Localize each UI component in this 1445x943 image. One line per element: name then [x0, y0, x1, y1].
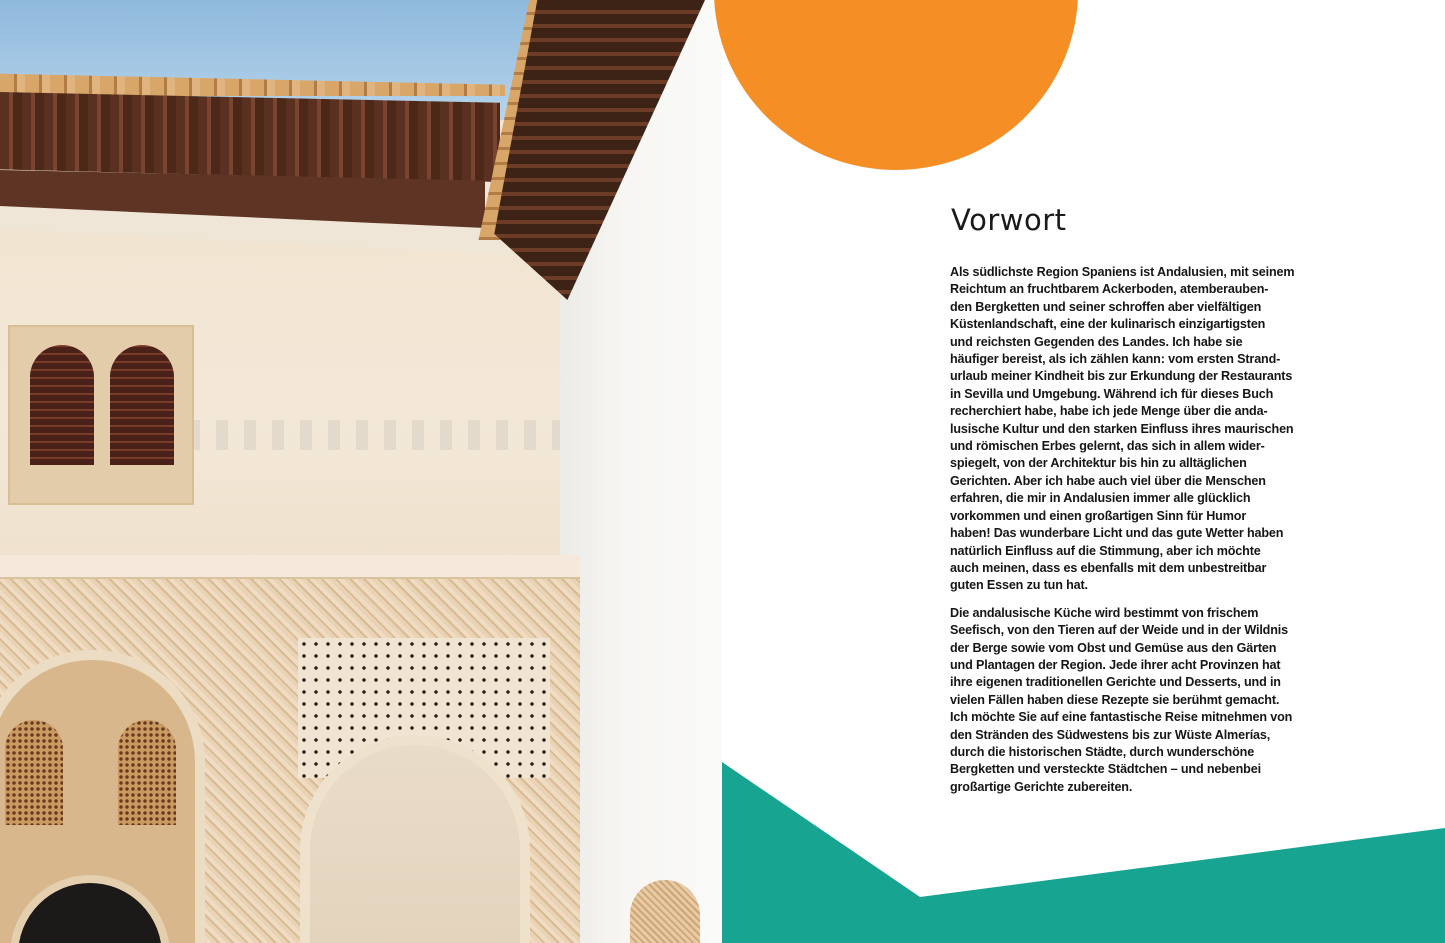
foreword-body	[950, 264, 1312, 806]
paragraph-2	[950, 605, 1312, 796]
page-heading: Vorwort	[951, 203, 1067, 237]
arched-window	[110, 345, 174, 465]
latticed-window	[5, 720, 63, 825]
latticed-window	[118, 720, 176, 825]
text-line: Ich möchte Sie auf eine fantastische Reise mitnehmen von	[950, 710, 1293, 725]
text-line: häufiger bereist, als ich zählen kann: vom ersten Strand-	[950, 352, 1281, 367]
foreword-page	[722, 0, 1445, 943]
text-line: den Stränden des Südwestens bis zur Wüste Almerías,	[950, 727, 1271, 742]
paragraph-1	[950, 264, 1312, 595]
text-line: der Berge sowie vom Obst und Gemüse aus den Gärten	[950, 640, 1277, 655]
text-line: natürlich Einfluss auf die Stimmung, aber ich möchte	[950, 543, 1261, 558]
wooden-eave-left	[0, 92, 500, 182]
arch-fragment	[630, 880, 700, 943]
text-line: und römischen Erbes gelernt, das sich in allem wider-	[950, 439, 1265, 454]
text-line: urlaub meiner Kindheit bis zur Erkundung der Restaurants	[950, 369, 1293, 384]
text-line: vielen Fällen haben diese Rezepte sie berühmt gemacht.	[950, 692, 1280, 707]
text-line: großartige Gerichte zubereiten.	[950, 779, 1133, 794]
arched-window	[30, 345, 94, 465]
crenellation-shadow	[160, 420, 580, 450]
text-line: Seefisch, von den Tieren auf der Weide und in der Wildnis	[950, 623, 1288, 638]
text-line: haben! Das wunderbare Licht und das gute Wetter haben	[950, 526, 1284, 541]
text-line: lusische Kultur und den starken Einfluss ihres maurischen	[950, 421, 1294, 436]
text-line: Die andalusische Küche wird bestimmt von frischem	[950, 605, 1259, 620]
text-line: und reichsten Gegenden des Landes. Ich habe sie	[950, 334, 1243, 349]
text-line: Küstenlandschaft, eine der kulinarisch einzigartigsten	[950, 317, 1266, 332]
text-line: durch die historischen Städte, durch wunderschöne	[950, 744, 1255, 759]
text-line: und Plantagen der Region. Jede ihrer acht Provinzen hat	[950, 657, 1281, 672]
text-line: auch meinen, dass es ebenfalls mit dem unbestreitbar	[950, 560, 1267, 575]
text-line: spiegelt, von der Architektur bis hin zu alltäglichen	[950, 456, 1247, 471]
text-line: ihre eigenen traditionellen Gerichte und Desserts, und in	[950, 675, 1281, 690]
text-line: guten Essen zu tun hat.	[950, 578, 1088, 593]
text-line: Als südlichste Region Spaniens ist Andalusien, mit seinem	[950, 265, 1295, 279]
text-line: Reichtum an fruchtbarem Ackerboden, atemberauben-	[950, 282, 1269, 297]
text-line: den Bergketten und seiner schroffen aber vielfältigen	[950, 299, 1262, 314]
text-line: in Sevilla und Umgebung. Während ich für dieses Buch	[950, 386, 1274, 401]
orange-sun-shape	[714, 0, 1078, 170]
text-line: erfahren, die mir in Andalusien immer alle glücklich	[950, 491, 1251, 506]
text-line: vorkommen und einen großartigen Sinn für Humor	[950, 508, 1247, 523]
courtyard-photo	[0, 0, 722, 943]
text-line: Gerichten. Aber ich habe auch viel über die Menschen	[950, 473, 1266, 488]
frieze-cornice	[0, 555, 580, 579]
text-line: recherchiert habe, habe ich jede Menge über die anda-	[950, 404, 1268, 419]
text-line: Bergketten und versteckte Städtchen – und nebenbei	[950, 762, 1261, 777]
